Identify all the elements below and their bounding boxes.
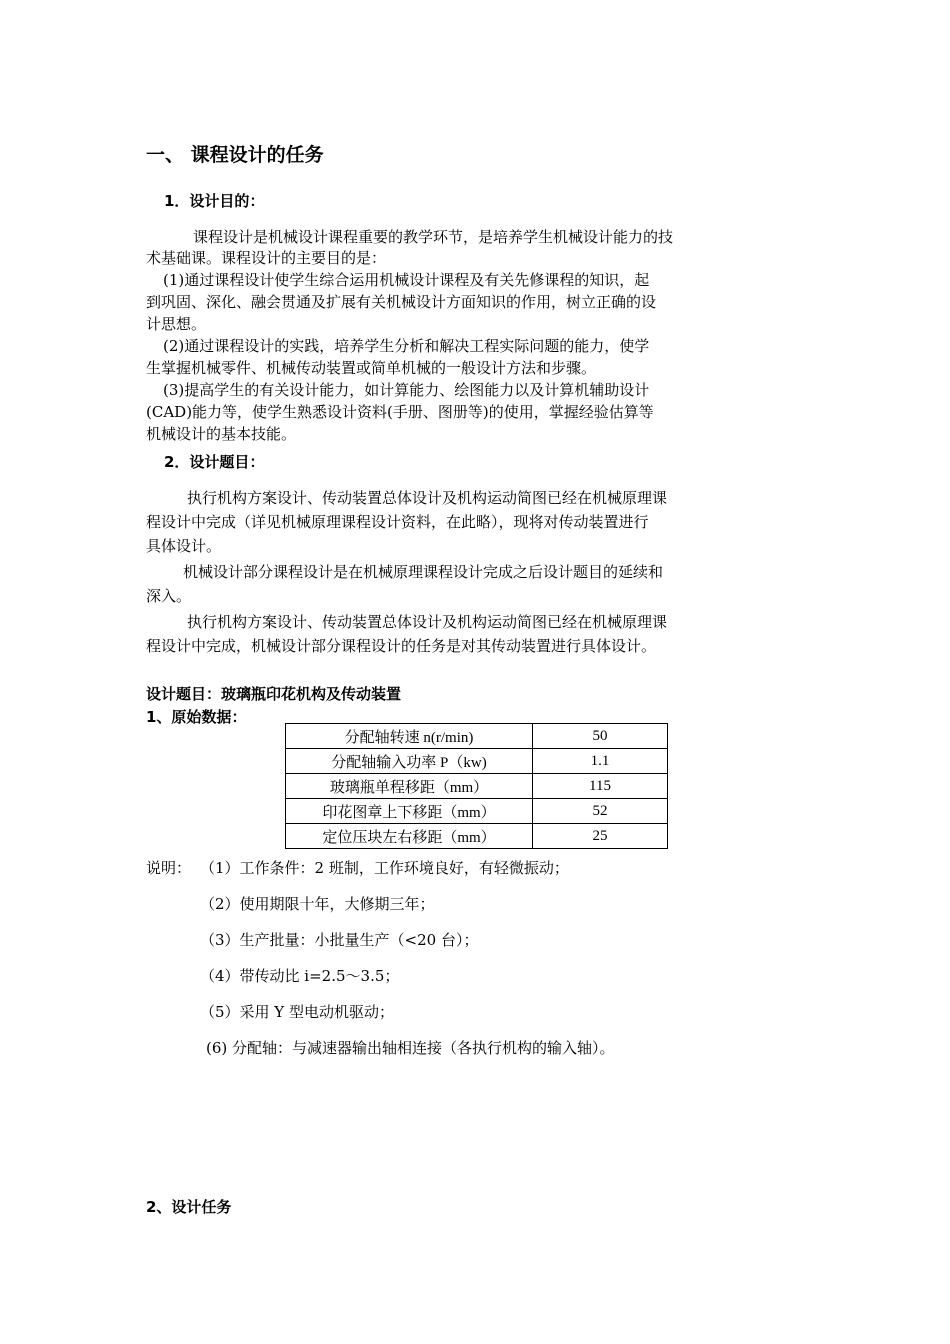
purpose-item-1-line: (1)通过课程设计使学生综合运用机械设计课程及有关先修课程的知识，起 [163,271,650,289]
section-title: 一、 课程设计的任务 [146,144,324,166]
design-title: 设计题目：玻璃瓶印花机构及传动装置 [146,685,402,703]
table-row [286,774,668,799]
task-heading: 2、设计任务 [146,1198,232,1216]
param-name-cell: 印花图章上下移距（mm） [286,799,533,824]
param-value-cell: 50 [533,724,668,749]
param-value-cell: 25 [533,824,668,849]
table-row [286,799,668,824]
raw-data-heading: 1、原始数据： [146,708,247,726]
purpose-intro-line: 术基础课。课程设计的主要目的是： [146,249,387,267]
topic-paragraph-line: 深入。 [146,587,192,605]
note-item: （2）使用期限十年，大修期三年； [200,895,435,913]
table-row [286,724,668,749]
param-name-cell: 分配轴转速 n(r/min) [286,724,533,749]
raw-data-table [285,723,668,849]
topic-paragraph-line: 机械设计部分课程设计是在机械原理课程设计完成之后设计题目的延续和 [183,563,664,581]
note-item: （5）采用 Y 型电动机驱动； [200,1003,394,1021]
topic-paragraph-line: 执行机构方案设计、传动装置总体设计及机构运动简图已经在机械原理课 [187,613,668,631]
topic-paragraph-line: 具体设计。 [146,537,222,555]
param-name-cell: 定位压块左右移距（mm） [286,824,533,849]
note-item: （1）工作条件：2 班制，工作环境良好，有轻微振动； [200,859,569,877]
purpose-item-3-line: (3)提高学生的有关设计能力，如计算能力、绘图能力以及计算机辅助设计 [163,381,650,399]
param-value-cell: 1.1 [533,749,668,774]
note-item: （4）带传动比 i=2.5～3.5； [200,967,400,985]
purpose-item-2-line: 生掌握机械零件、机械传动装置或简单机械的一般设计方法和步骤。 [146,359,597,377]
purpose-item-3-line: 机械设计的基本技能。 [146,425,297,443]
purpose-heading: 1．设计目的： [164,192,265,210]
purpose-intro-line: 课程设计是机械设计课程重要的教学环节，是培养学生机械设计能力的技 [193,228,674,246]
notes-label: 说明： [146,859,192,877]
topic-paragraph-line: 程设计中完成，机械设计部分课程设计的任务是对其传动装置进行具体设计。 [146,637,657,655]
purpose-item-1-line: 到巩固、深化、融会贯通及扩展有关机械设计方面知识的作用，树立正确的设 [146,293,657,311]
topic-paragraph-line: 程设计中完成（详见机械原理课程设计资料，在此略），现将对传动装置进行 [146,513,649,531]
param-value-cell: 115 [533,774,668,799]
param-name-cell: 玻璃瓶单程移距（mm） [286,774,533,799]
note-item: （3）生产批量：小批量生产（<20 台）； [200,931,479,949]
param-value-cell: 52 [533,799,668,824]
note-item: (6) 分配轴：与减速器输出轴相连接（各执行机构的输入轴）。 [206,1039,615,1057]
table-row [286,749,668,774]
purpose-item-2-line: (2)通过课程设计的实践，培养学生分析和解决工程实际问题的能力，使学 [163,337,650,355]
topic-paragraph-line: 执行机构方案设计、传动装置总体设计及机构运动简图已经在机械原理课 [187,489,668,507]
topic-heading: 2．设计题目： [164,453,265,471]
purpose-item-1-line: 计思想。 [146,315,207,333]
table-row [286,824,668,849]
param-name-cell: 分配轴输入功率 P（kw) [286,749,533,774]
purpose-item-3-line: (CAD)能力等，使学生熟悉设计资料(手册、图册等)的使用，掌握经验估算等 [146,403,654,421]
